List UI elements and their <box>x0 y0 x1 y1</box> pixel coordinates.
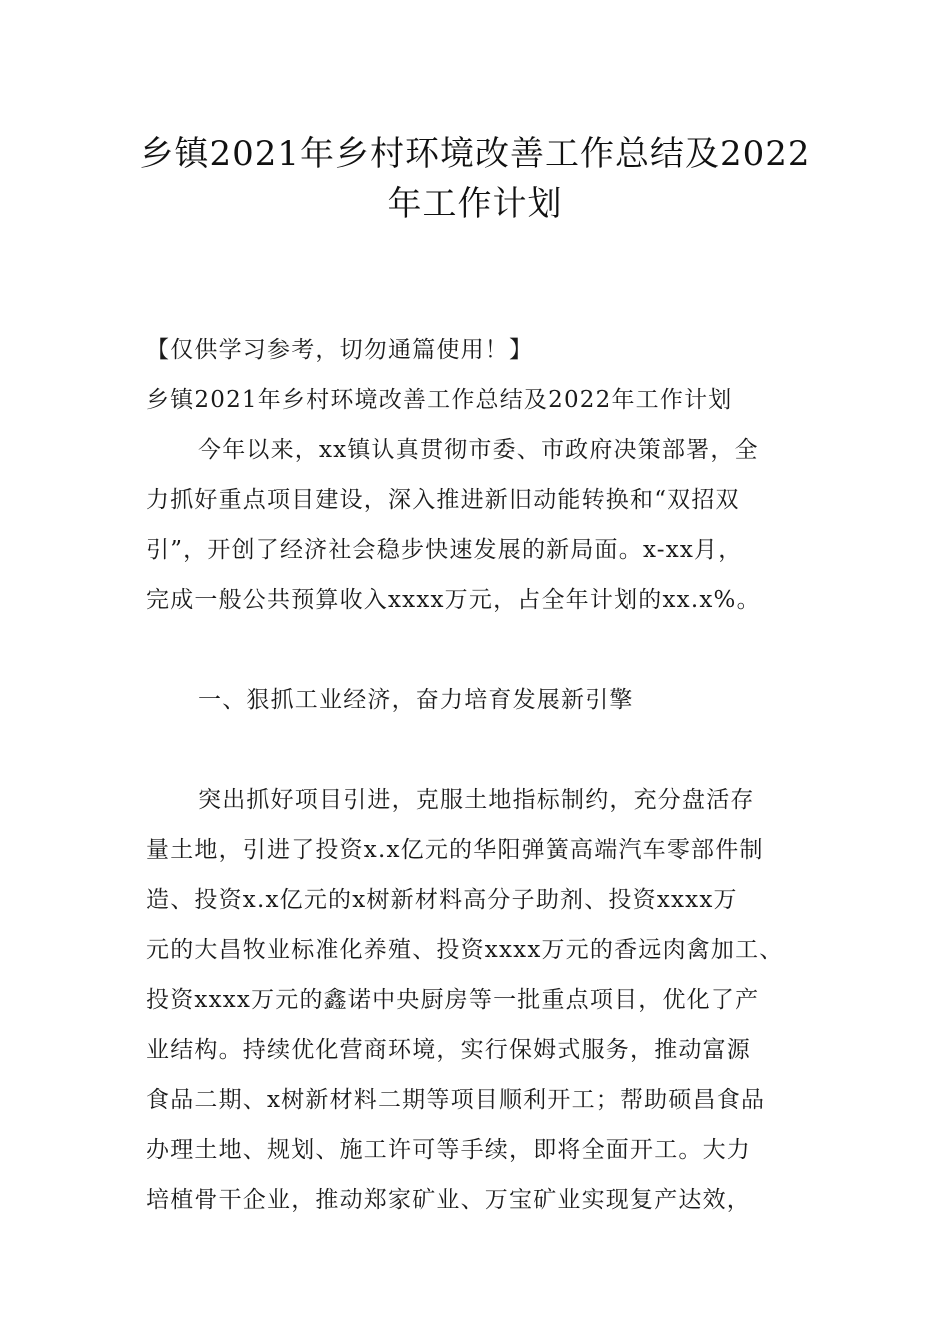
section-heading: 一、狠抓工业经济，奋力培育发展新引擎 <box>198 687 634 713</box>
document-title-line-1: 乡镇2021年乡村环境改善工作总结及2022 <box>139 134 811 174</box>
document-title-line-2: 年工作计划 <box>387 184 563 224</box>
usage-notice: 【仅供学习参考，切勿通篇使用！】 <box>146 337 534 363</box>
body-line: 培植骨干企业，推动郑家矿业、万宝矿业实现复产达效， <box>146 1187 751 1213</box>
body-line: 突出抓好项目引进，克服土地指标制约，充分盘活存 <box>198 787 755 813</box>
body-line: 投资xxxx万元的鑫诺中央厨房等一批重点项目，优化了产 <box>146 987 760 1013</box>
body-line: 造、投资x.x亿元的x树新材料高分子助剂、投资xxxx万 <box>146 887 738 913</box>
intro-line: 今年以来，xx镇认真贯彻市委、市政府决策部署，全 <box>198 437 759 463</box>
body-line: 业结构。持续优化营商环境，实行保姆式服务，推动富源 <box>146 1037 751 1063</box>
body-line: 量土地，引进了投资x.x亿元的华阳弹簧高端汽车零部件制 <box>146 837 764 863</box>
intro-line: 力抓好重点项目建设，深入推进新旧动能转换和“双招双 <box>146 487 740 513</box>
body-line: 食品二期、x树新材料二期等项目顺利开工；帮助硕昌食品 <box>146 1087 766 1113</box>
body-line: 办理土地、规划、施工许可等手续，即将全面开工。大力 <box>146 1137 751 1163</box>
intro-line: 完成一般公共预算收入xxxx万元，占全年计划的xx.x%。 <box>146 587 761 613</box>
body-line: 元的大昌牧业标准化养殖、投资xxxx万元的香远肉禽加工、 <box>146 937 784 963</box>
document-subtitle: 乡镇2021年乡村环境改善工作总结及2022年工作计划 <box>146 387 733 413</box>
intro-line: 引”，开创了经济社会稳步快速发展的新局面。x-xx月， <box>146 537 743 563</box>
